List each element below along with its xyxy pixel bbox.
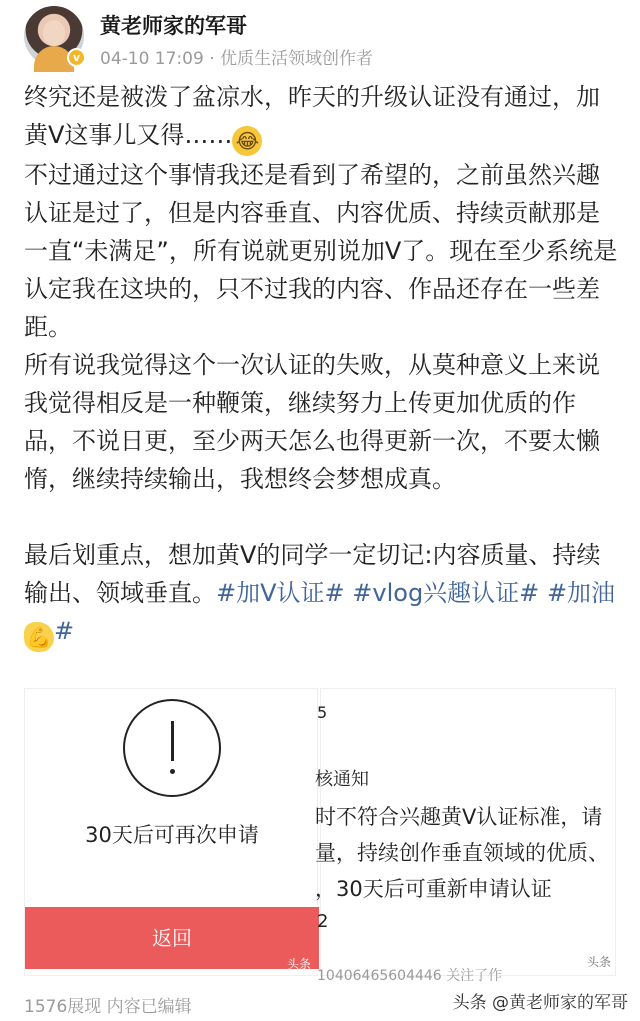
- hashtag-jiayou-text: 加油: [567, 579, 616, 607]
- hashtag-jiayou-suffix: #: [54, 617, 75, 645]
- image-watermark: 头条: [587, 955, 612, 969]
- avatar-face: [43, 20, 65, 46]
- notice-line-2: 量，持续创作垂直领域的优质、: [315, 841, 609, 865]
- paragraph-4: [24, 536, 620, 652]
- paragraph-1-text: 终究还是被泼了盆凉水，昨天的升级认证没有通过，加黄V这事儿又得……: [24, 83, 600, 149]
- hashtag-jiayou-prefix: #: [546, 579, 568, 607]
- reapply-message: 30天后可再次申请: [85, 823, 259, 847]
- image-watermark: 头条: [287, 957, 312, 971]
- notice-line-1: 时不符合兴趣黄V认证标准，请: [315, 805, 603, 829]
- back-button: 返回: [25, 907, 319, 969]
- verified-badge-icon: v: [67, 48, 86, 67]
- exclamation-bar: [171, 721, 174, 761]
- paragraph-2: 不过通过这个事情我还是看到了希望的，之前虽然兴趣认证是过了，但是内容垂直、内容优质、持续贡献那是一直“未满足”，所有说就更别说加V了。现在至少系统是认定我在这块的，只不过我的内容、作品还存在一些差距。: [24, 161, 618, 341]
- paragraph-4-text: 最后划重点，想加黄V的同学一定切记:内容质量、持续输出、领域垂直。: [24, 541, 601, 607]
- post-meta: 04-10 17:09 · 优质生活领域创作者: [100, 49, 374, 69]
- source-watermark: 头条 @黄老师家的军哥: [452, 993, 628, 1013]
- notice-fragment: 5: [317, 703, 328, 722]
- screenshot-image-right[interactable]: [315, 688, 616, 984]
- post-stats: 1576展现 内容已编辑: [24, 997, 192, 1017]
- notice-fragment-2: 2: [317, 911, 329, 932]
- paragraph-3: 所有说我觉得这个一次认证的失败，从莫种意义上来说我觉得相反是一种鞭策，继续努力上传更加优质的作品，不说日更，至少两天怎么也得更新一次，不要太懒惰，继续持续输出，我想终会梦想成真。: [24, 351, 600, 493]
- laughing-emoji-icon: 😂: [232, 126, 262, 156]
- paragraph-spacer: [24, 498, 620, 536]
- exclamation-circle-icon: [123, 699, 221, 797]
- flexed-biceps-emoji-icon: 💪: [24, 622, 54, 652]
- hashtag-vlog[interactable]: #vlog兴趣认证#: [352, 579, 540, 607]
- author-name[interactable]: 黄老师家的军哥: [100, 14, 247, 38]
- hashtag-add-v[interactable]: #加V认证#: [216, 579, 345, 607]
- notice-cutoff-line: 10406465604446 关注了作: [317, 968, 503, 984]
- notice-line-3: ，30天后可重新申请认证: [315, 877, 552, 901]
- exclamation-dot: [170, 769, 175, 774]
- paragraph-1: [24, 78, 620, 156]
- post-header: [24, 6, 624, 70]
- screenshot-image-left[interactable]: [24, 688, 318, 976]
- post-body: [24, 78, 620, 652]
- notice-title: 核通知: [315, 769, 369, 790]
